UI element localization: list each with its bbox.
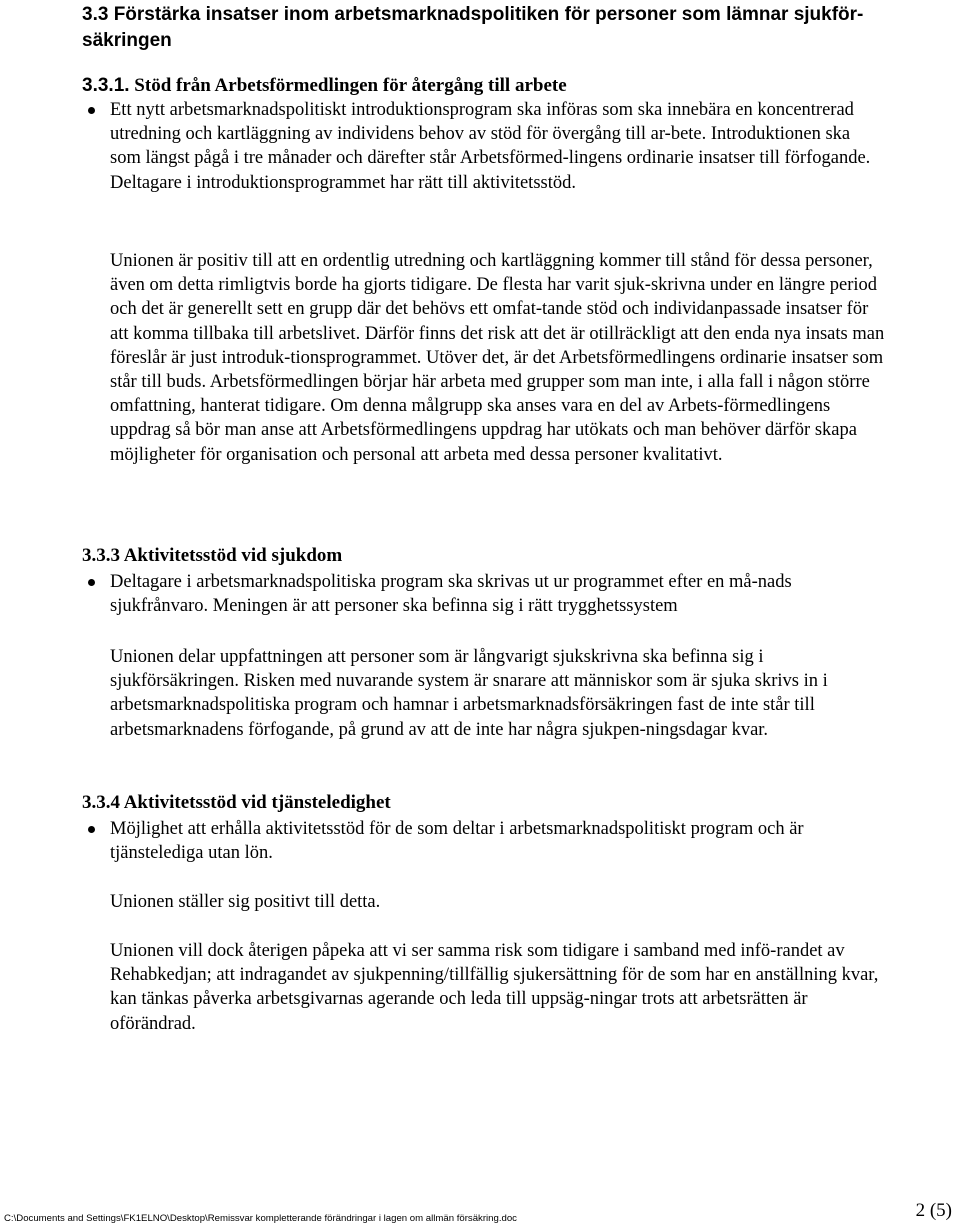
bullet-icon bbox=[88, 107, 95, 114]
bullet-item-tjanstelediga bbox=[82, 817, 882, 867]
bullet-icon bbox=[88, 826, 95, 833]
bullet-text: Deltagare i arbetsmarknadspolitiska program ska skrivas ut ur programmet efter en må-nads sjukfrånvaro. Meningen är att personer ska befinna sig i rätt trygghetssystem bbox=[110, 572, 792, 617]
subsection-heading-3-3-1 bbox=[82, 75, 922, 97]
section-heading: 3.3 Förstärka insatser inom arbetsmarknadspolitiken för personer som lämnar sjukför-säkringen bbox=[82, 4, 864, 51]
paragraph-unionen-delar: Unionen delar uppfattningen att personer som är långvarigt sjukskrivna ska befinna sig i sjukförsäkringen. Risken med nuvarande system är snarare att människor som är sjuka skrivs in i arbetsmarknadspolitiska program och hamnar i arbetsmarknadsförsäkringen fast de inte står till arbetsmarknadens förfogande, på grund av att de inte har några sjukpen-ningsdagar kvar. bbox=[110, 647, 828, 740]
footer-page-number: 2 (5) bbox=[915, 1200, 952, 1221]
paragraph-unionen-staller: Unionen ställer sig positivt till detta. bbox=[110, 892, 381, 912]
subsection-title: Stöd från Arbetsförmedlingen för återgång till arbete bbox=[129, 75, 567, 96]
subsection-number: 3.3.1. bbox=[82, 75, 130, 96]
paragraph-unionen-vill: Unionen vill dock återigen påpeka att vi ser samma risk som tidigare i samband med infö-randet av Rehabkedjan; att indragandet av sjukpenning/tillfällig sjukersättning för de som har en anställning kvar, kan tänkas påverka arbetsgivarnas agerande och leda till uppsäg-ningar trots att arbetsrätten är oförändrad. bbox=[110, 941, 879, 1034]
footer-file-path: C:\Documents and Settings\FK1ELNO\Desktop\Remissvar kompletterande förändringar i lagen om allmän försäkring.doc bbox=[4, 1213, 517, 1224]
bullet-icon bbox=[88, 579, 95, 586]
bullet-text: Möjlighet att erhålla aktivitetsstöd för de som deltar i arbetsmarknadspolitiskt program och är tjänstelediga utan lön. bbox=[110, 819, 804, 864]
subsection-heading-3-3-4: 3.3.4 Aktivitetsstöd vid tjänsteledighet bbox=[82, 792, 391, 813]
bullet-text: Ett nytt arbetsmarknadspolitiskt introduktionsprogram ska införas som ska innebära en koncentrerad utredning och kartläggning av individens behov av stöd för övergång till ar-bete. Introduktionen ska som längst pågå i tre månader och därefter står Arbetsförmed-lingens ordinarie insatser till förfogande. Deltagare i introduktionsprogrammet har rätt till aktivitetsstöd. bbox=[110, 100, 871, 193]
bullet-item-introduktionsprogram bbox=[82, 98, 882, 220]
paragraph-unionen-positiv: Unionen är positiv till att en ordentlig utredning och kartläggning kommer till stånd för dessa personer, även om detta rimligtvis borde ha gjorts tidigare. De flesta har varit sjuk-skrivna under en längre period och det är generellt sett en grupp där det behövs ett omfat-tande stöd och individanpassade insatser för att komma tillbaka till arbetslivet. Därför finns det risk att det är otillräckligt att den enda nya insats man föreslår är just introduk-tionsprogrammet. Utöver det, är det Arbetsförmedlingens ordinarie insatser som står till buds. Arbetsförmedlingen börjar här arbeta med grupper som man inte, i alla fall i någon större omfattning, hanterat tidigare. Om denna målgrupp ska anses vara en del av Arbets-förmedlingens uppdrag så bör man anse att Arbetsförmedlingens uppdrag har utökats och man behöver därför skapa möjligheter för organisation och personal att arbeta med dessa personer kvalitativt. bbox=[110, 251, 885, 465]
subsection-heading-3-3-3: 3.3.3 Aktivitetsstöd vid sjukdom bbox=[82, 545, 343, 566]
bullet-item-sjukfranvaro bbox=[82, 570, 882, 620]
